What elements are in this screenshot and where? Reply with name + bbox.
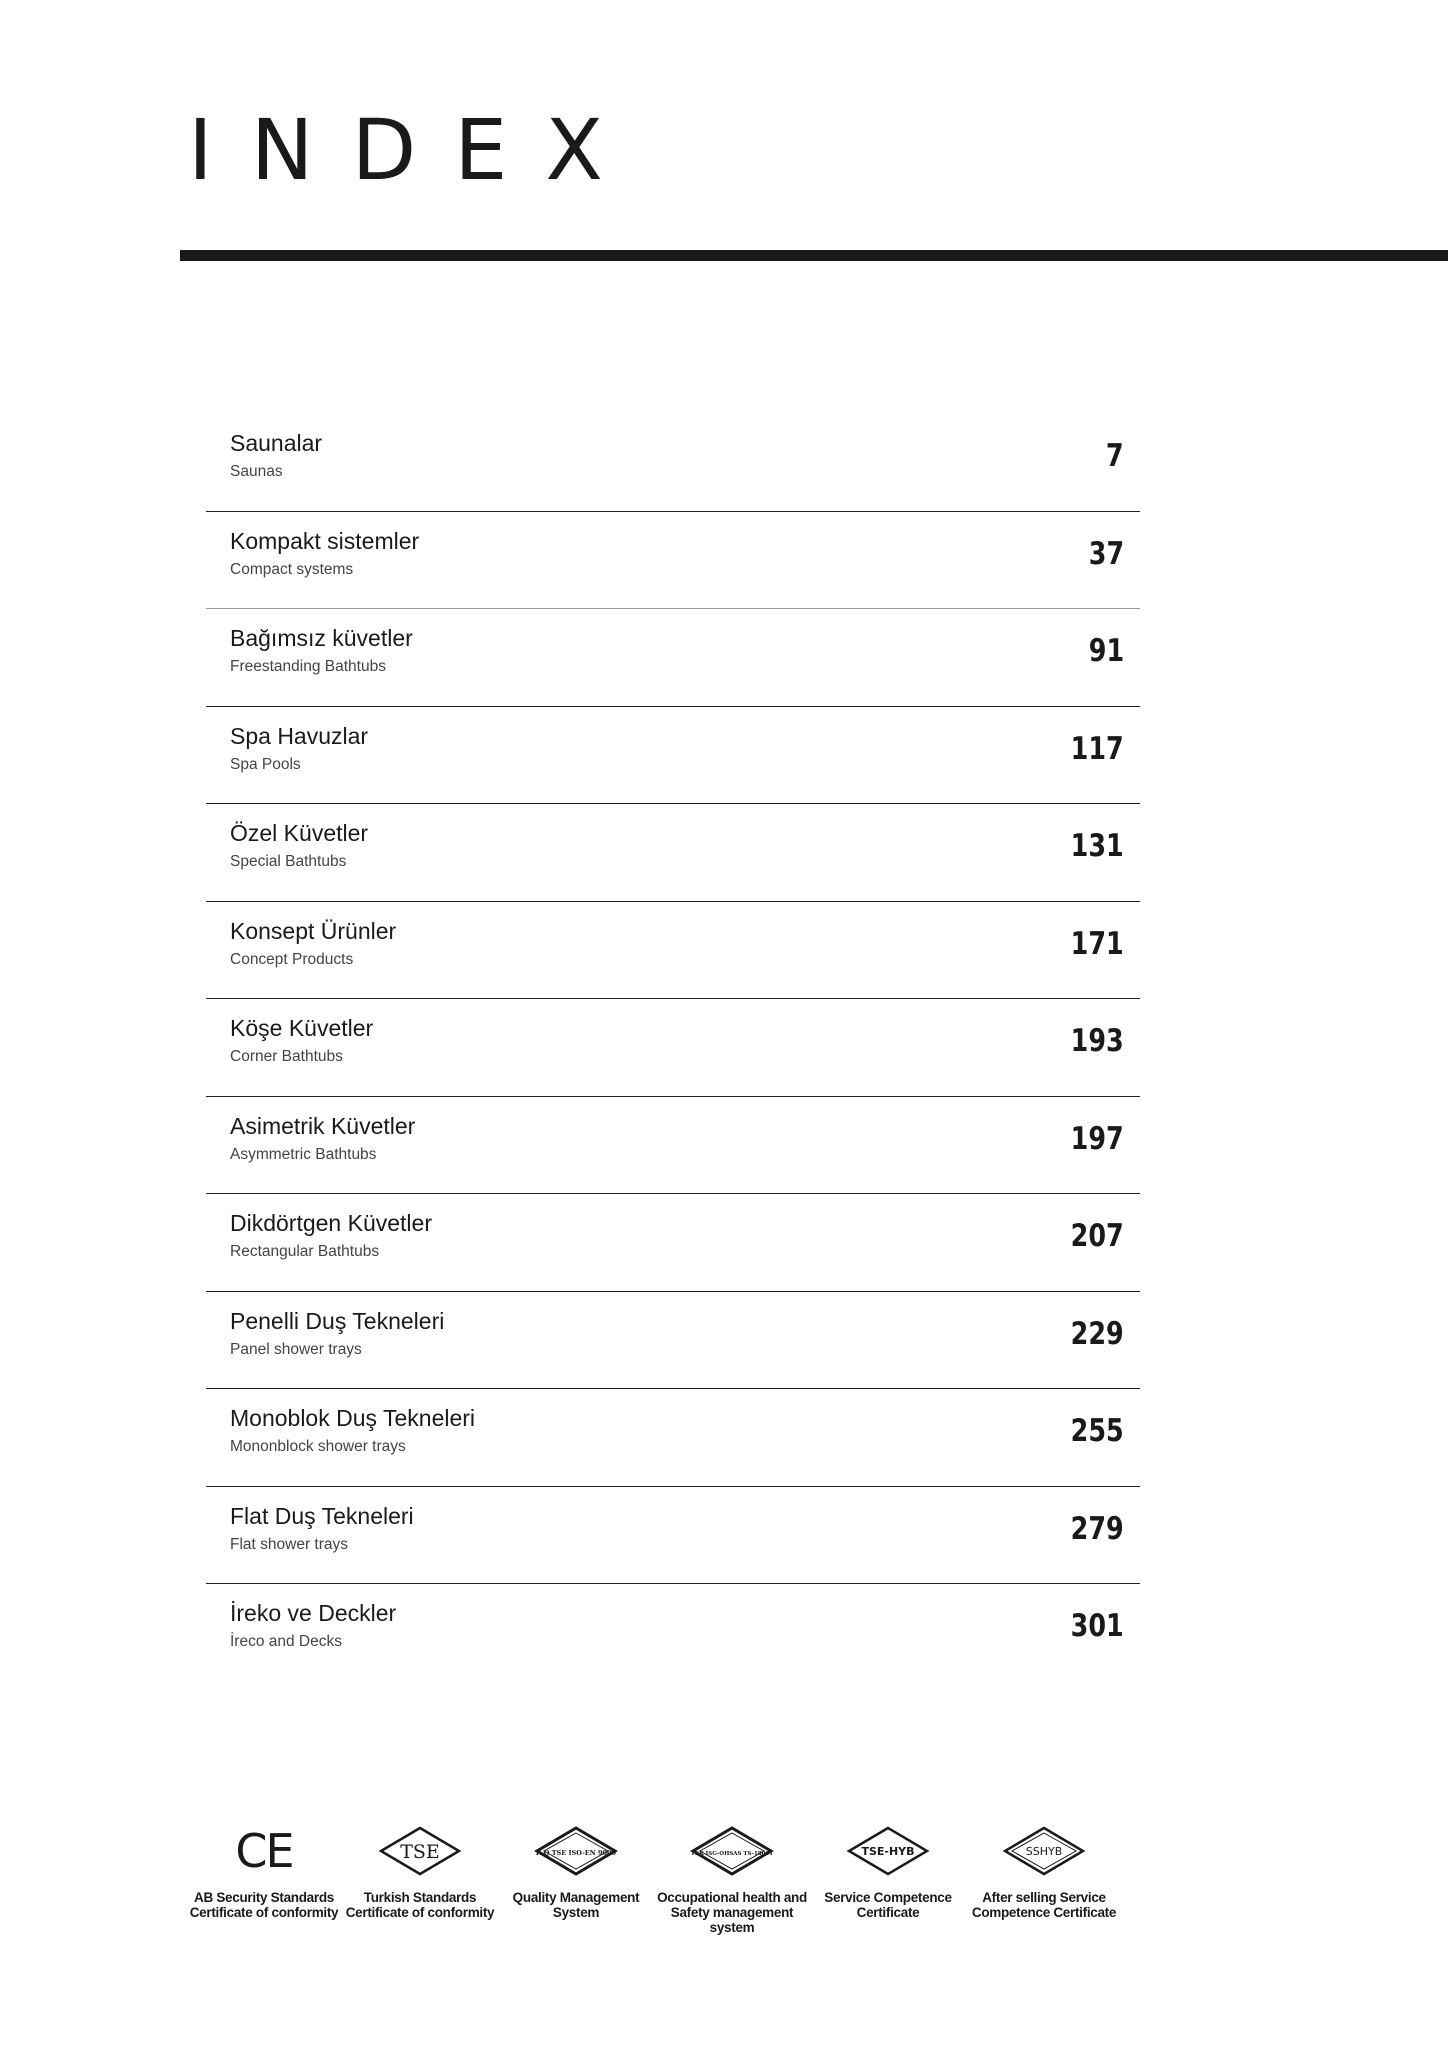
cert-label: After selling Service Competence Certificate — [971, 1890, 1117, 1920]
certification-strip — [186, 1816, 1126, 1935]
index-row[interactable] — [206, 414, 1140, 512]
title-divider — [180, 250, 1448, 261]
entry-page-number: 37 — [1088, 535, 1124, 572]
sshyb-diamond-icon — [1002, 1825, 1086, 1877]
entry-title-en: Compact systems — [230, 560, 354, 578]
entry-title-tr: Flat Duş Tekneleri — [230, 1502, 414, 1529]
index-row[interactable] — [206, 707, 1140, 805]
index-list — [206, 414, 1140, 1682]
entry-page-number: 193 — [1070, 1023, 1124, 1059]
index-row[interactable] — [206, 1097, 1140, 1195]
entry-page-number: 229 — [1070, 1315, 1124, 1352]
cert-ohsas — [654, 1816, 810, 1935]
cert-ce — [186, 1816, 342, 1920]
entry-page-number: 131 — [1070, 828, 1124, 864]
entry-title-tr: Özel Küvetler — [230, 820, 369, 846]
cert-mark-text: SSHYB — [1025, 1845, 1063, 1858]
entry-page-number: 171 — [1070, 925, 1124, 962]
page-title: INDEX — [188, 101, 641, 199]
ce-mark-icon: CE — [235, 1824, 293, 1878]
entry-title-tr: Konsept Ürünler — [230, 917, 397, 944]
entry-page-number: 117 — [1070, 730, 1124, 767]
index-row[interactable] — [206, 804, 1140, 902]
entry-title-tr: Spa Havuzlar — [230, 722, 369, 749]
entry-title-tr: Monoblok Duş Tekneleri — [230, 1405, 476, 1431]
entry-title-tr: Asimetrik Küvetler — [230, 1112, 416, 1139]
entry-title-tr: Dikdörtgen Küvetler — [230, 1210, 432, 1236]
index-row[interactable] — [206, 512, 1140, 610]
entry-page-number: 207 — [1070, 1218, 1124, 1254]
entry-page-number: 91 — [1088, 633, 1124, 669]
index-row[interactable] — [206, 1292, 1140, 1390]
entry-title-en: İreco and Decks — [230, 1633, 342, 1650]
entry-title-tr: Saunalar — [230, 430, 323, 456]
entry-page-number: 255 — [1070, 1413, 1124, 1449]
cert-tse — [342, 1816, 498, 1920]
entry-title-en: Spa Pools — [230, 755, 301, 773]
entry-title-en: Saunas — [230, 463, 283, 480]
index-row[interactable] — [206, 999, 1140, 1097]
entry-page-number: 279 — [1070, 1510, 1124, 1547]
index-row[interactable] — [206, 902, 1140, 1000]
index-row[interactable] — [206, 609, 1140, 707]
cert-label: AB Security Standards Certificate of conformity — [189, 1890, 339, 1920]
entry-title-en: Freestanding Bathtubs — [230, 658, 386, 675]
cert-label: Turkish Standards Certificate of conformity — [345, 1890, 495, 1920]
cert-mark-text: K-Q TSE ISO-EN 9000 — [535, 1849, 617, 1857]
ohsas-diamond-icon — [690, 1825, 774, 1877]
cert-sshyb — [966, 1816, 1122, 1920]
index-row[interactable] — [206, 1487, 1140, 1585]
tse-diamond-icon — [378, 1825, 462, 1877]
entry-page-number: 301 — [1070, 1608, 1124, 1644]
index-row[interactable] — [206, 1584, 1140, 1682]
cert-mark-text: TSK ISG-OHSAS TS-18001 — [690, 1851, 774, 1857]
cert-tse-hyb — [810, 1816, 966, 1920]
entry-title-en: Rectangular Bathtubs — [230, 1243, 380, 1260]
entry-title-en: Panel shower trays — [230, 1340, 362, 1358]
cert-mark-text: TSE-HYB — [861, 1845, 915, 1858]
cert-label: Occupational health and Safety management system — [657, 1890, 807, 1935]
entry-title-tr: Penelli Duş Tekneleri — [230, 1307, 445, 1334]
index-row[interactable] — [206, 1389, 1140, 1487]
entry-page-number: 197 — [1070, 1120, 1124, 1157]
entry-page-number: 7 — [1106, 438, 1124, 474]
entry-title-tr: Bağımsız küvetler — [230, 625, 413, 651]
entry-title-en: Mononblock shower trays — [230, 1438, 406, 1455]
entry-title-en: Concept Products — [230, 950, 354, 968]
entry-title-tr: Köşe Küvetler — [230, 1015, 374, 1041]
cert-label: Service Competence Certificate — [824, 1890, 952, 1920]
tse-hyb-diamond-icon — [846, 1825, 930, 1877]
index-row[interactable] — [206, 1194, 1140, 1292]
cert-quality — [498, 1816, 654, 1920]
entry-title-en: Special Bathtubs — [230, 853, 347, 870]
entry-title-en: Flat shower trays — [230, 1535, 349, 1553]
entry-title-tr: İreko ve Deckler — [230, 1600, 397, 1626]
cert-mark-text: TSE — [400, 1841, 440, 1863]
entry-title-en: Corner Bathtubs — [230, 1048, 343, 1065]
entry-title-tr: Kompakt sistemler — [230, 527, 420, 554]
cert-label: Quality Management System — [512, 1890, 640, 1920]
tse-iso9000-diamond-icon — [534, 1825, 618, 1877]
entry-title-en: Asymmetric Bathtubs — [230, 1145, 377, 1163]
